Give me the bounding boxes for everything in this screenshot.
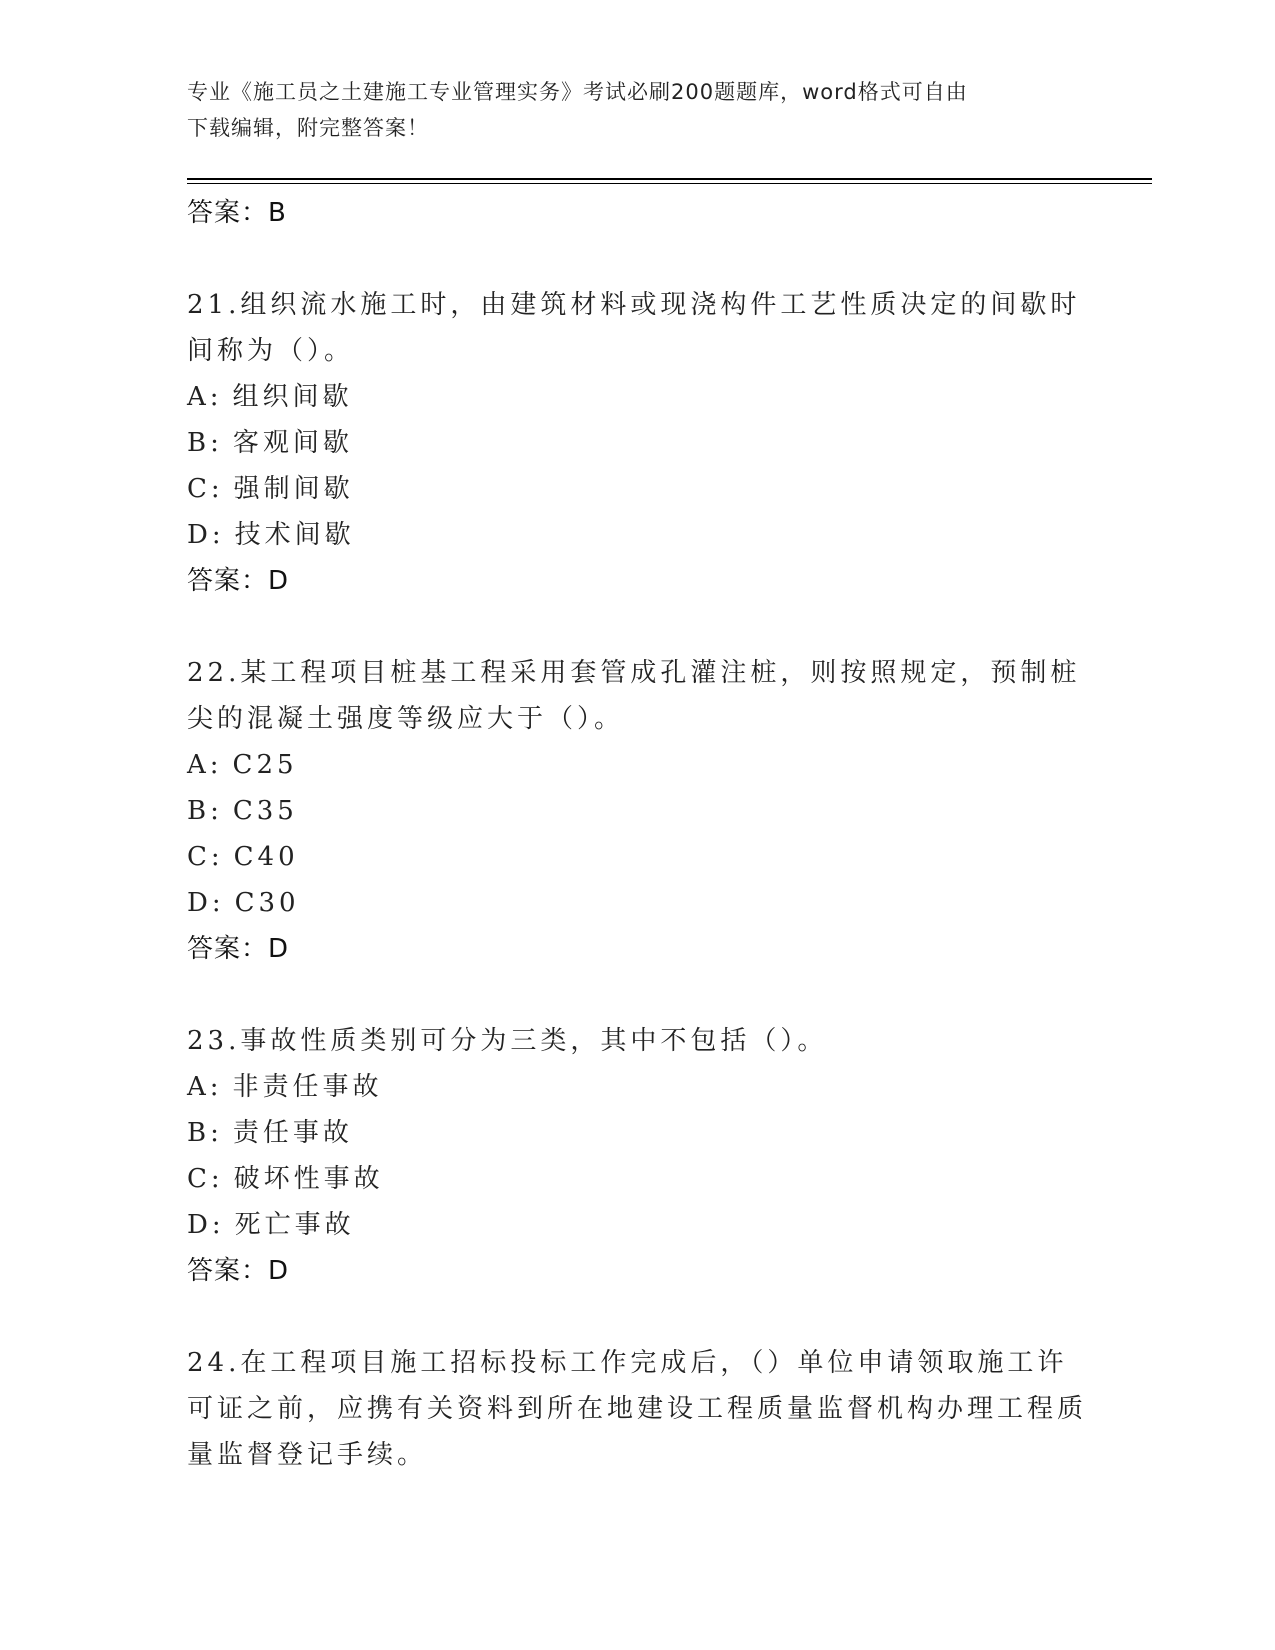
option-c [187, 466, 1087, 512]
option-letter: B: [187, 796, 223, 826]
option-letter: B: [187, 1118, 223, 1148]
question-21 [187, 282, 1087, 604]
option-text: C40 [233, 842, 299, 872]
option-d [187, 512, 1087, 558]
question-24 [187, 1340, 1087, 1478]
option-letter: A: [187, 750, 223, 780]
question-23 [187, 1018, 1087, 1294]
option-letter: B: [187, 428, 223, 458]
header-rule-thick [187, 178, 1152, 180]
previous-answer: 答案：B [187, 198, 287, 228]
option-letter: C: [187, 842, 224, 872]
option-letter: D: [187, 520, 225, 550]
question-text: 24.在工程项目施工招标投标工作完成后，（）单位申请领取施工许可证之前，应携有关资料到所在地建设工程质量监督机构办理工程质量监督登记手续。 [187, 1348, 1088, 1470]
document-header [187, 74, 1087, 146]
option-text: 死亡事故 [234, 1210, 355, 1240]
option-text: 客观间歇 [232, 428, 353, 458]
question-text: 21.组织流水施工时，由建筑材料或现浇构件工艺性质决定的间歇时间称为（）。 [187, 290, 1081, 366]
option-text: 组织间歇 [232, 382, 353, 412]
option-text: 破坏性事故 [233, 1164, 384, 1194]
option-text: 强制间歇 [233, 474, 354, 504]
option-b [187, 420, 1087, 466]
option-text: C35 [232, 796, 298, 826]
option-c [187, 834, 1087, 880]
answer: 答案：D [187, 1256, 290, 1286]
option-letter: A: [187, 382, 223, 412]
spacer [187, 972, 1087, 1018]
header-title-line-1: 专业《施工员之土建施工专业管理实务》考试必刷200题题库，word格式可自由 [187, 80, 968, 104]
option-letter: D: [187, 1210, 225, 1240]
question-text: 22.某工程项目桩基工程采用套管成孔灌注桩，则按照规定，预制桩尖的混凝土强度等级应大于（）。 [187, 658, 1081, 734]
question-22 [187, 650, 1087, 972]
spacer [187, 604, 1087, 650]
option-a [187, 742, 1087, 788]
option-letter: C: [187, 1164, 224, 1194]
option-d [187, 1202, 1087, 1248]
option-b [187, 788, 1087, 834]
option-a [187, 374, 1087, 420]
spacer [187, 1294, 1087, 1340]
option-d [187, 880, 1087, 926]
question-content [187, 190, 1087, 1478]
option-text: C25 [232, 750, 298, 780]
option-letter: D: [187, 888, 225, 918]
option-a [187, 1064, 1087, 1110]
option-b [187, 1110, 1087, 1156]
question-text: 23.事故性质类别可分为三类，其中不包括（）。 [187, 1026, 828, 1056]
answer: 答案：D [187, 566, 290, 596]
option-letter: C: [187, 474, 224, 504]
option-text: 非责任事故 [232, 1072, 383, 1102]
option-c [187, 1156, 1087, 1202]
header-rule-thin [187, 183, 1152, 184]
option-text: 责任事故 [232, 1118, 353, 1148]
spacer [187, 236, 1087, 282]
answer: 答案：D [187, 934, 290, 964]
header-title-line-2: 下载编辑，附完整答案！ [187, 116, 429, 140]
option-text: 技术间歇 [234, 520, 355, 550]
option-letter: A: [187, 1072, 223, 1102]
option-text: C30 [234, 888, 300, 918]
